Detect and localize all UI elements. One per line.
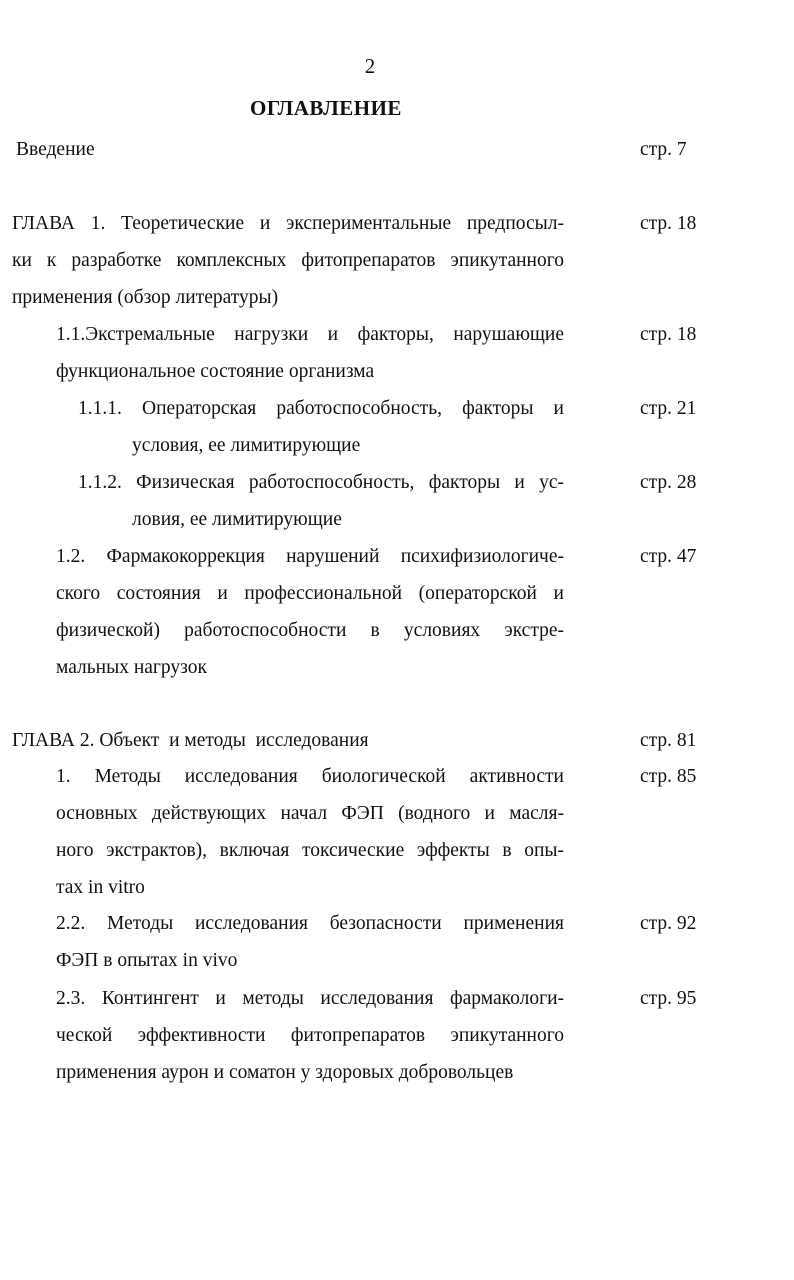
toc-entry-line: ки к разработке комплексных фитопрепаратов эпикутанного bbox=[12, 250, 564, 271]
toc-page-ref: стр. 95 bbox=[640, 988, 697, 1009]
toc-entry-line: ГЛАВА 1. Теоретические и экспериментальные предпосыл- bbox=[12, 213, 564, 234]
toc-entry-section-2-3[interactable] bbox=[56, 980, 564, 1091]
toc-entry-line: ческой эффективности фитопрепаратов эпикутанного bbox=[56, 1025, 564, 1046]
toc-entry-line: тах in vitro bbox=[56, 877, 145, 898]
toc-entry-line: применения аурон и соматон у здоровых добровольцев bbox=[56, 1062, 514, 1083]
toc-entry-chapter-2[interactable] bbox=[12, 722, 564, 759]
toc-entry-line: 2.3. Контингент и методы исследования фармакологи- bbox=[56, 988, 564, 1009]
toc-entry-section-2-2[interactable] bbox=[56, 905, 564, 979]
toc-page-ref: стр. 18 bbox=[640, 324, 697, 345]
toc-entry-section-2-1[interactable] bbox=[56, 758, 564, 906]
toc-entry-line: ловия, ее лимитирующие bbox=[132, 509, 342, 530]
page-number: 2 bbox=[364, 54, 376, 78]
toc-entry-line: 2.2. Методы исследования безопасности применения bbox=[56, 913, 564, 934]
toc-page-ref: стр. 18 bbox=[640, 213, 697, 234]
toc-entry-line: ФЭП в опытах in vivo bbox=[56, 950, 238, 971]
toc-page-ref: стр. 92 bbox=[640, 913, 697, 934]
toc-entry-section-1-1[interactable] bbox=[56, 316, 564, 390]
toc-entry-line: ского состояния и профессиональной (операторской и bbox=[56, 583, 564, 604]
toc-entry-line: 1.1.1. Операторская работоспособность, факторы и bbox=[78, 398, 564, 419]
toc-entry-line: Введение bbox=[16, 139, 95, 160]
toc-entry-line: физической) работоспособности в условиях экстре- bbox=[56, 620, 564, 641]
toc-entry-chapter-1[interactable] bbox=[12, 205, 564, 316]
toc-entry-line: ного экстрактов), включая токсические эффекты в опы- bbox=[56, 840, 564, 861]
toc-entry-section-1-2[interactable] bbox=[56, 538, 564, 686]
toc-page-ref: стр. 21 bbox=[640, 398, 697, 419]
toc-page-ref: стр. 47 bbox=[640, 546, 697, 567]
toc-page-ref: стр. 85 bbox=[640, 766, 697, 787]
toc-entry-line: ГЛАВА 2. Объект и методы исследования bbox=[12, 730, 369, 751]
page-title: ОГЛАВЛЕНИЕ bbox=[250, 96, 402, 120]
toc-entry-line: функциональное состояние организма bbox=[56, 361, 375, 382]
toc-page-ref: стр. 28 bbox=[640, 472, 697, 493]
toc-entry-line: мальных нагрузок bbox=[56, 657, 207, 678]
toc-entry-section-1-1-1[interactable] bbox=[78, 390, 564, 464]
toc-page-ref: стр. 7 bbox=[640, 139, 687, 160]
toc-page-ref: стр. 81 bbox=[640, 730, 697, 751]
toc-entry-line: 1.2. Фармакокоррекция нарушений психифизиологиче- bbox=[56, 546, 564, 567]
toc-entry-introduction[interactable] bbox=[16, 131, 576, 168]
toc-entry-line: 1.1.2. Физическая работоспособность, факторы и ус- bbox=[78, 472, 564, 493]
toc-entry-line: 1. Методы исследования биологической активности bbox=[56, 766, 564, 787]
toc-entry-line: условия, ее лимитирующие bbox=[132, 435, 361, 456]
toc-entry-section-1-1-2[interactable] bbox=[78, 464, 564, 538]
toc-entry-line: основных действующих начал ФЭП (водного и масля- bbox=[56, 803, 564, 824]
toc-entry-line: 1.1.Экстремальные нагрузки и факторы, нарушающие bbox=[56, 324, 564, 345]
toc-entry-line: применения (обзор литературы) bbox=[12, 287, 279, 308]
